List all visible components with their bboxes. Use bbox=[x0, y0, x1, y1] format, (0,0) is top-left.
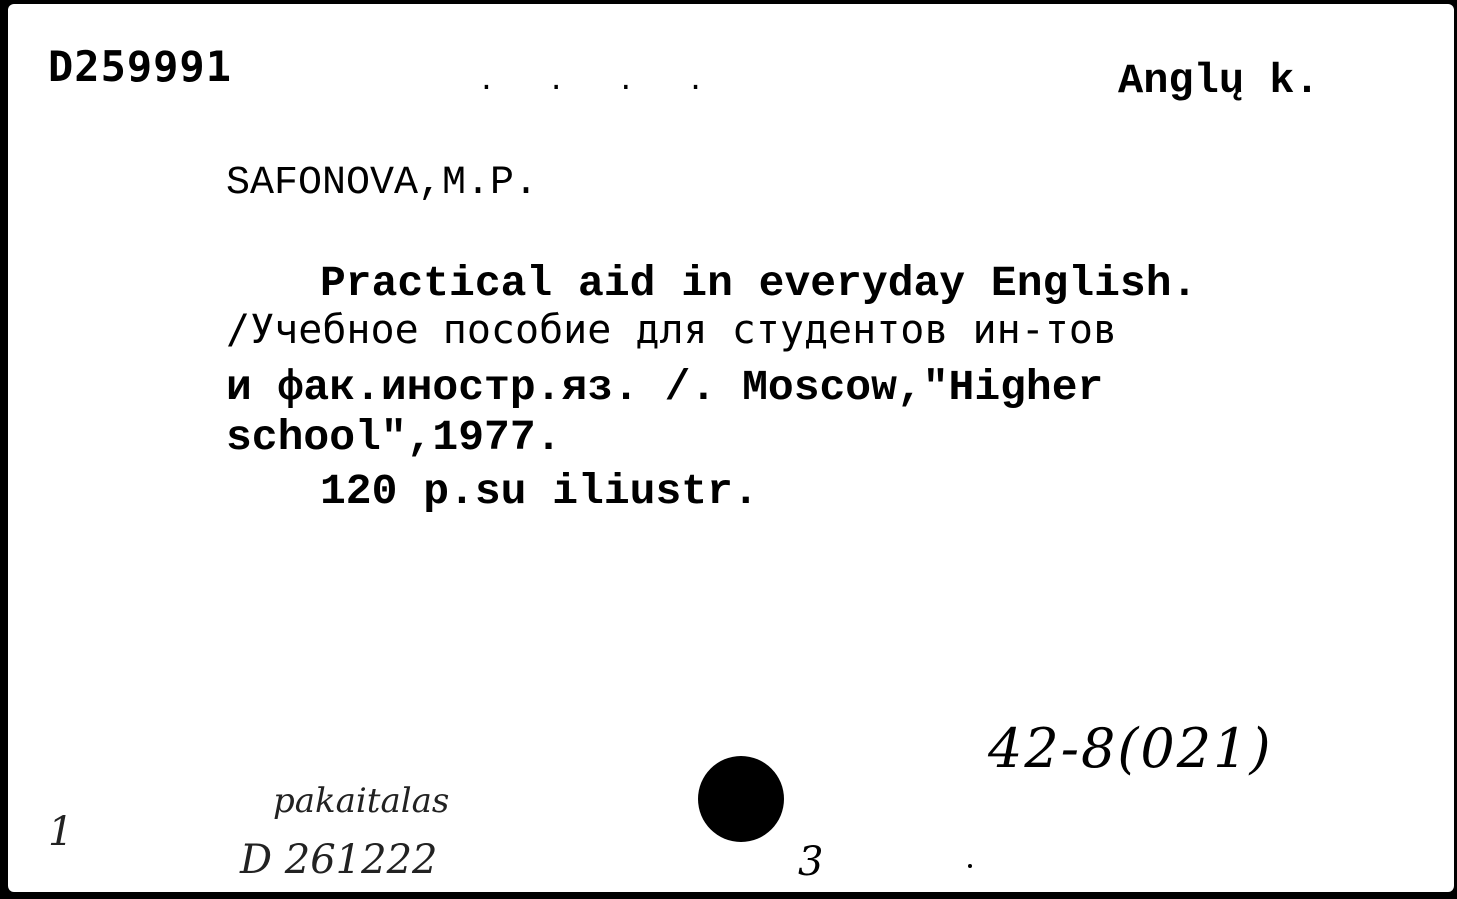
punch-hole bbox=[698, 756, 784, 842]
classification-handwritten: 42-8(021) bbox=[988, 717, 1273, 780]
handwritten-page-mark: 3 bbox=[798, 839, 824, 885]
ink-speck bbox=[968, 864, 972, 868]
title-line-1: Practical aid in everyday English. bbox=[320, 259, 1198, 308]
language-label: Anglų k. bbox=[1118, 57, 1320, 105]
handwritten-side-mark: 1 bbox=[48, 809, 74, 855]
imprint-line-2: school",1977. bbox=[226, 413, 562, 462]
handwritten-note-2: D 261222 bbox=[240, 837, 438, 883]
title-line-2: /Учебное пособие для студентов ин-тов bbox=[226, 307, 1118, 353]
catalog-card bbox=[8, 4, 1454, 892]
call-number: D259991 bbox=[48, 42, 233, 91]
collation-line: 120 p.su iliustr. bbox=[320, 467, 759, 516]
handwritten-note-1: pakaitalas bbox=[273, 781, 450, 821]
imprint-line-1: и фак.иностр.яз. /. Moscow,"Higher bbox=[226, 363, 1104, 412]
dot-leader: . . . . bbox=[478, 63, 723, 96]
author-heading: SAFONOVA,M.P. bbox=[226, 161, 539, 206]
